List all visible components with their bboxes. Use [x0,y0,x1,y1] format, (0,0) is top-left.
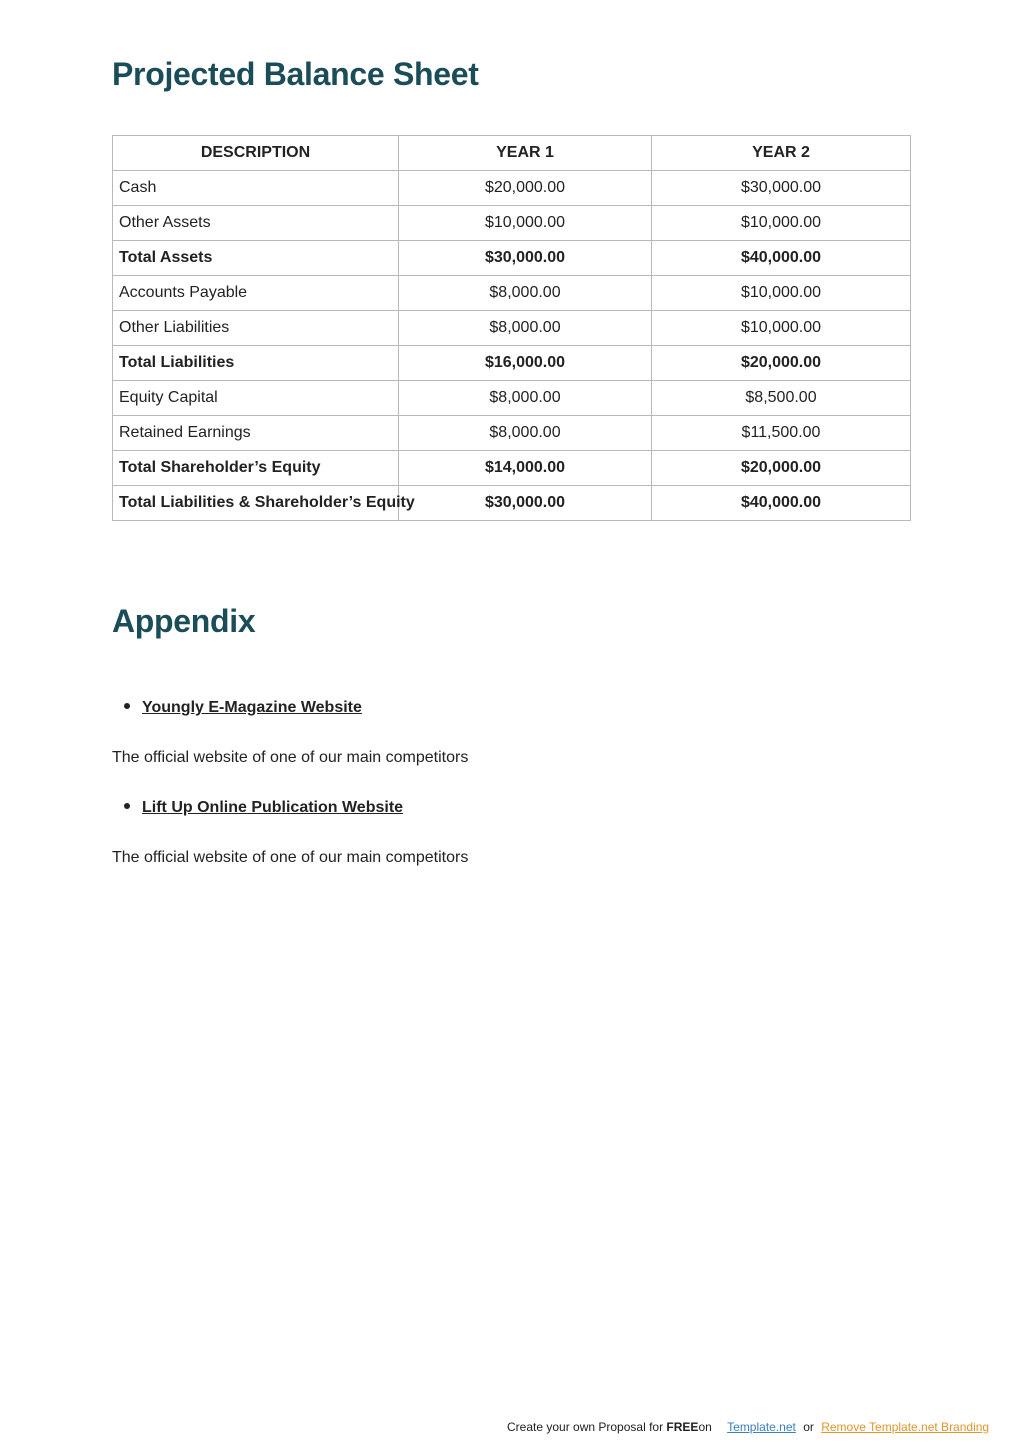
row-year-2-value: $40,000.00 [652,486,911,521]
row-year-1-value: $16,000.00 [399,346,652,381]
row-description: Equity Capital [113,381,399,416]
row-year-1-value: $8,000.00 [399,311,652,346]
balance-sheet-table [112,135,911,521]
template-net-link[interactable]: Template.net [727,1420,796,1434]
row-year-1-value: $30,000.00 [399,486,652,521]
row-year-2-value: $40,000.00 [652,241,911,276]
appendix-item-description: The official website of one of our main competitors [112,849,469,866]
row-year-2-value: $20,000.00 [652,451,911,486]
row-year-1-value: $20,000.00 [399,171,652,206]
row-year-1-value: $14,000.00 [399,451,652,486]
row-year-2-value: $10,000.00 [652,206,911,241]
table-row-total [113,451,911,486]
row-year-1-value: $30,000.00 [399,241,652,276]
row-description: Accounts Payable [113,276,399,311]
footer-or-text: or [803,1420,814,1434]
bullet-icon [124,703,130,709]
row-year-2-value: $10,000.00 [652,311,911,346]
row-year-2-value: $11,500.00 [652,416,911,451]
appendix-list-item [124,799,403,817]
table-row [113,381,911,416]
row-description: Cash [113,171,399,206]
table-row [113,206,911,241]
row-year-2-value: $30,000.00 [652,171,911,206]
row-description: Total Liabilities & Shareholder’s Equity [113,486,399,521]
appendix-title: Appendix [112,603,256,639]
table-row [113,311,911,346]
appendix-link[interactable]: Youngly E-Magazine Website [142,699,362,716]
row-year-2-value: $20,000.00 [652,346,911,381]
row-description: Total Liabilities [113,346,399,381]
footer-on-text: on [698,1420,712,1434]
table-header-row [113,136,911,171]
table-row [113,416,911,451]
row-description: Total Assets [113,241,399,276]
bullet-icon [124,803,130,809]
appendix-item-description: The official website of one of our main competitors [112,749,469,766]
row-year-2-value: $8,500.00 [652,381,911,416]
row-year-1-value: $8,000.00 [399,381,652,416]
row-description: Total Shareholder’s Equity [113,451,399,486]
row-description: Retained Earnings [113,416,399,451]
table-row-total [113,346,911,381]
column-header-year-1: YEAR 1 [399,136,652,171]
column-header-description: DESCRIPTION [113,136,399,171]
page-title: Projected Balance Sheet [112,56,479,92]
appendix-link[interactable]: Lift Up Online Publication Website [142,799,404,816]
row-year-2-value: $10,000.00 [652,276,911,311]
row-year-1-value: $8,000.00 [399,416,652,451]
column-header-year-2: YEAR 2 [652,136,911,171]
footer-prefix-text: Create your own Proposal for [507,1420,667,1434]
row-description: Other Assets [113,206,399,241]
footer-free-text: FREE [666,1420,699,1434]
row-year-1-value: $8,000.00 [399,276,652,311]
table-row-total [113,486,911,521]
row-year-1-value: $10,000.00 [399,206,652,241]
row-description: Other Liabilities [113,311,399,346]
table-row-total [113,241,911,276]
footer-branding [507,1420,989,1434]
appendix-list-item [124,699,362,717]
table-row [113,171,911,206]
table-row [113,276,911,311]
remove-branding-link[interactable]: Remove Template.net Branding [821,1420,990,1434]
